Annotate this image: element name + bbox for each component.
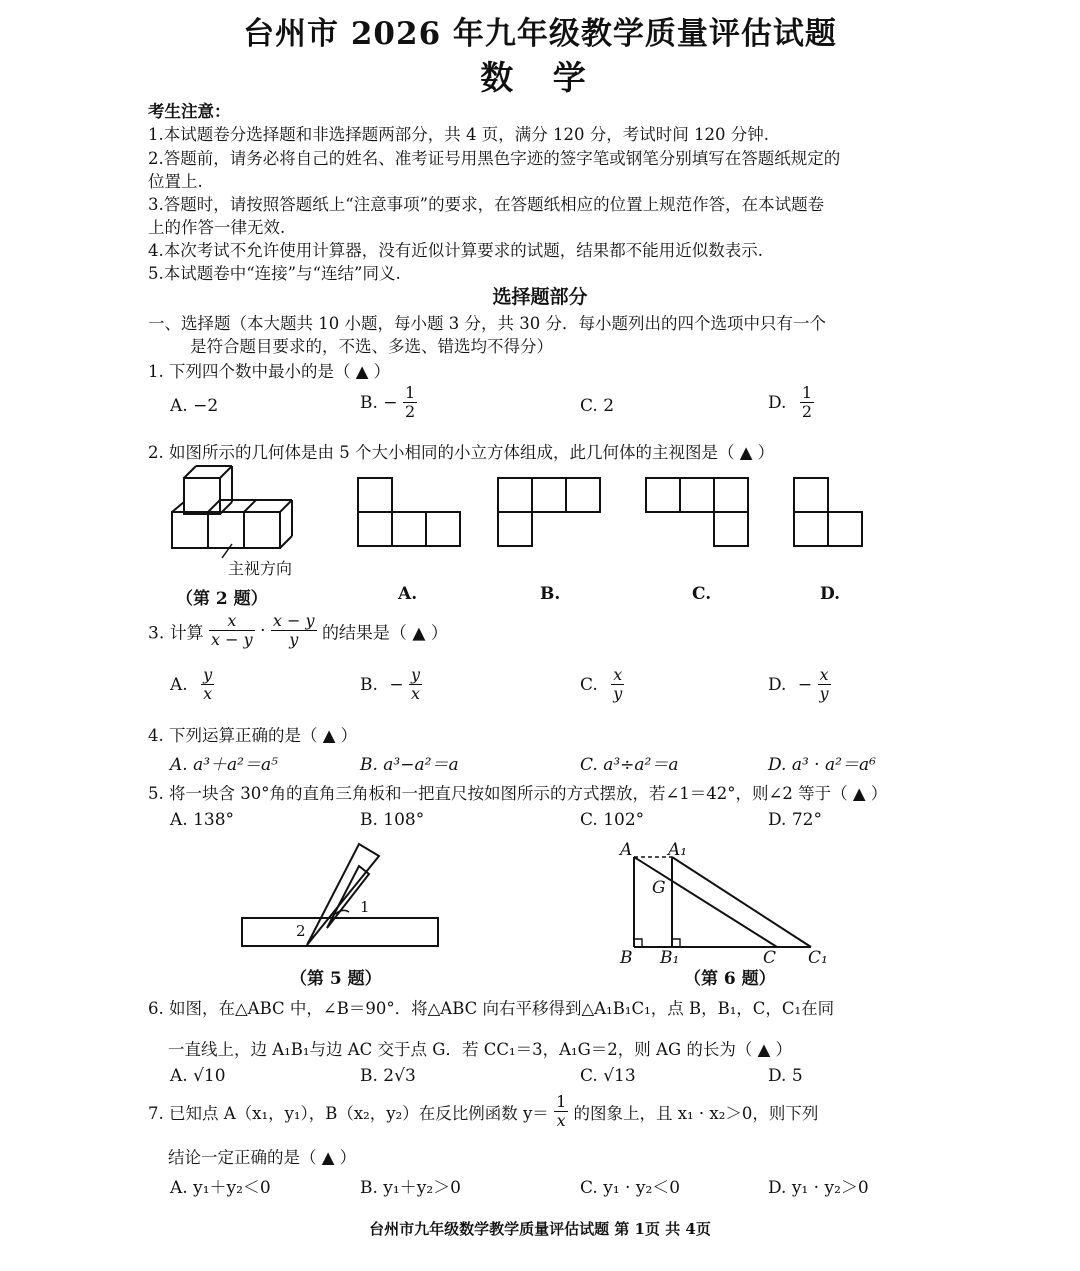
q3-d-fraction (818, 666, 831, 704)
q5-figure (235, 838, 450, 953)
q3-option-b (360, 666, 422, 704)
q2-option-c-figure (646, 478, 748, 546)
q4-option-d: D. a³ · a²＝a⁶ (768, 755, 876, 775)
q2-option-b-figure (498, 478, 600, 546)
q6-option-d: D. 5 (768, 1066, 803, 1086)
q3-suffix: 的结果是（ ▲ ） (321, 623, 448, 644)
notice-line-5: 上的作答一律无效. (148, 218, 286, 237)
q5-stem: 5. 将一块含 30°角的直角三角板和一把直尺按如图所示的方式摆放，若∠1＝42°，则∠2 等于（ ▲ ） (148, 784, 888, 803)
q6-figure (615, 835, 835, 955)
notice-line-7: 5.本试题卷中“连接”与“连结”同义. (148, 264, 401, 283)
q3-b-sign: − (389, 674, 404, 695)
q3-d-sign: − (797, 674, 813, 695)
q5-option-c: C. 102° (580, 810, 645, 830)
q2-caption: （第 2 题） (176, 589, 268, 609)
q6-option-c: C. √13 (580, 1066, 636, 1086)
q3-option-d (768, 666, 831, 704)
q6-caption: （第 6 题） (684, 969, 776, 989)
q1-d-num: 1 (801, 383, 813, 402)
q6-stem-1: 6. 如图，在△ABC 中，∠B＝90°．将△ABC 向右平移得到△A₁B₁C₁，点 B，B₁，C，C₁在同 (148, 999, 835, 1018)
q1-d-den: 2 (801, 402, 813, 422)
q4-option-a: A. a³＋a²＝a⁵ (170, 755, 278, 775)
q7-stem (148, 1093, 818, 1131)
q7-option-c: C. y₁ · y₂＜0 (580, 1178, 681, 1198)
q2-view-direction: 主视方向 (228, 559, 293, 578)
q6-option-a: A. √10 (170, 1066, 226, 1086)
q1-option-d-label: D. (768, 392, 787, 413)
q6-point-a: A (620, 840, 633, 860)
q2-label-c: C. (692, 584, 712, 604)
q3-b-den: x (410, 684, 420, 704)
notice-heading: 考生注意： (148, 102, 231, 121)
q3-prefix: 3. 计算 (148, 623, 204, 644)
q1-option-c: C. 2 (580, 396, 615, 416)
notice-line-2: 2.答题前，请务必将自己的姓名、准考证号用黑色字迹的签字笔或钢笔分别填写在答题纸规定的 (148, 149, 841, 168)
q5-option-a: A. 138° (170, 810, 235, 830)
q6-stem-2: 一直线上，边 A₁B₁与边 AC 交于点 G．若 CC₁＝3，A₁G＝2，则 AG 的长为（ ▲ ） (168, 1040, 793, 1059)
q2-option-d-figure (794, 478, 862, 546)
q3-d-num: x (818, 666, 831, 685)
q3-b-fraction (409, 666, 422, 704)
q3-b-label: B. (360, 674, 378, 695)
q5-ruler (242, 918, 438, 946)
q3-fraction-2 (271, 612, 317, 650)
subject-title: 数 学 (480, 58, 600, 97)
q6-point-a1: A₁ (668, 840, 688, 860)
q3-c-num: x (611, 666, 624, 685)
q1-stem: 1. 下列四个数中最小的是（ ▲ ） (148, 362, 391, 381)
q6-point-b: B (620, 948, 633, 968)
q5-option-b: B. 108° (360, 810, 425, 830)
q7-fraction (554, 1093, 568, 1131)
q3-c-den: y (613, 684, 623, 704)
q6-option-b: B. 2√3 (360, 1066, 416, 1086)
q7-option-a: A. y₁＋y₂＜0 (170, 1178, 271, 1198)
q3-f1-num: x (209, 612, 255, 631)
q2-option-a-figure (358, 478, 460, 546)
q3-stem (148, 612, 448, 650)
q3-f2-den: y (289, 630, 299, 650)
q3-option-c (580, 666, 624, 704)
q4-stem: 4. 下列运算正确的是（ ▲ ） (148, 726, 358, 745)
q3-b-num: y (410, 665, 421, 684)
q1-option-d (768, 384, 814, 422)
q5-triangle-outer (307, 844, 379, 945)
q2-solid-figure (172, 466, 292, 558)
q5-option-d: D. 72° (768, 810, 822, 830)
q1-option-b-fraction (403, 384, 417, 422)
q3-a-fraction (201, 666, 214, 704)
q1-option-a: A. −2 (170, 396, 219, 416)
q1-b-den: 2 (404, 402, 416, 422)
q3-d-den: y (819, 684, 829, 704)
q6-point-c1: C₁ (808, 948, 828, 968)
q2-label-d: D. (820, 584, 841, 604)
q3-option-a (170, 666, 214, 704)
q1-option-d-fraction (800, 384, 814, 422)
q3-f1-den: x − y (211, 630, 253, 650)
q6-point-g: G (652, 878, 666, 898)
q7-stem-2: 结论一定正确的是（ ▲ ） (168, 1148, 357, 1167)
q2-label-b: B. (540, 584, 561, 604)
q6-point-c: C (763, 948, 777, 968)
q4-option-c: C. a³÷a²＝a (580, 755, 679, 775)
q6-point-b1: B₁ (660, 948, 680, 968)
section-intro-2: 是符合题目要求的，不选、多选、错选均不得分） (190, 337, 553, 356)
q3-f2-num: x − y (272, 611, 315, 630)
section-title: 选择题部分 (492, 286, 588, 308)
q7-option-b: B. y₁＋y₂＞0 (360, 1178, 461, 1198)
exam-title: 台州市 2026 年九年级教学质量评估试题 (243, 16, 837, 52)
q3-a-num: y (203, 665, 213, 684)
q7-suffix: 的图象上，且 x₁ · x₂＞0，则下列 (573, 1103, 819, 1123)
q3-d-label: D. (768, 674, 787, 695)
q1-b-num: 1 (404, 383, 416, 402)
q7-num: 1 (556, 1092, 567, 1111)
q3-a-label: A. (170, 674, 188, 695)
q5-angle-1: 1 (360, 898, 370, 916)
q5-angle-2: 2 (296, 922, 306, 940)
notice-line-4: 3.答题时，请按照答题纸上“注意事项”的要求，在答题纸相应的位置上规范作答，在本试题卷 (148, 195, 825, 214)
section-intro-1: 一、选择题（本大题共 10 小题，每小题 3 分，共 30 分．每小题列出的四个选项中只有一个 (148, 314, 826, 333)
q2-label-a: A. (398, 584, 418, 604)
q3-fraction-1 (209, 612, 255, 650)
page-footer: 台州市九年级数学教学质量评估试题 第 1页 共 4页 (369, 1220, 711, 1238)
q1-option-b-label: B. − (360, 392, 398, 413)
q5-caption: （第 5 题） (290, 969, 382, 989)
notice-line-6: 4.本次考试不允许使用计算器，没有近似计算要求的试题，结果都不能用近似数表示. (148, 241, 763, 260)
q3-c-fraction (611, 666, 624, 704)
q3-dot: · (260, 620, 266, 641)
q3-a-den: x (203, 684, 213, 704)
q3-c-label: C. (580, 674, 598, 695)
q7-option-d: D. y₁ · y₂＞0 (768, 1178, 869, 1198)
q7-prefix: 7. 已知点 A（x₁，y₁），B（x₂，y₂）在反比例函数 y＝ (148, 1103, 549, 1123)
q4-option-b: B. a³−a²＝a (360, 755, 459, 775)
notice-line-3: 位置上. (148, 172, 203, 191)
q2-stem: 2. 如图所示的几何体是由 5 个大小相同的小立方体组成，此几何体的主视图是（ ▲ ） (148, 443, 775, 462)
q7-den: x (556, 1111, 566, 1131)
notice-line-1: 1.本试题卷分选择题和非选择题两部分，共 4 页，满分 120 分，考试时间 120 分钟. (148, 125, 769, 144)
q1-option-b (360, 384, 417, 422)
